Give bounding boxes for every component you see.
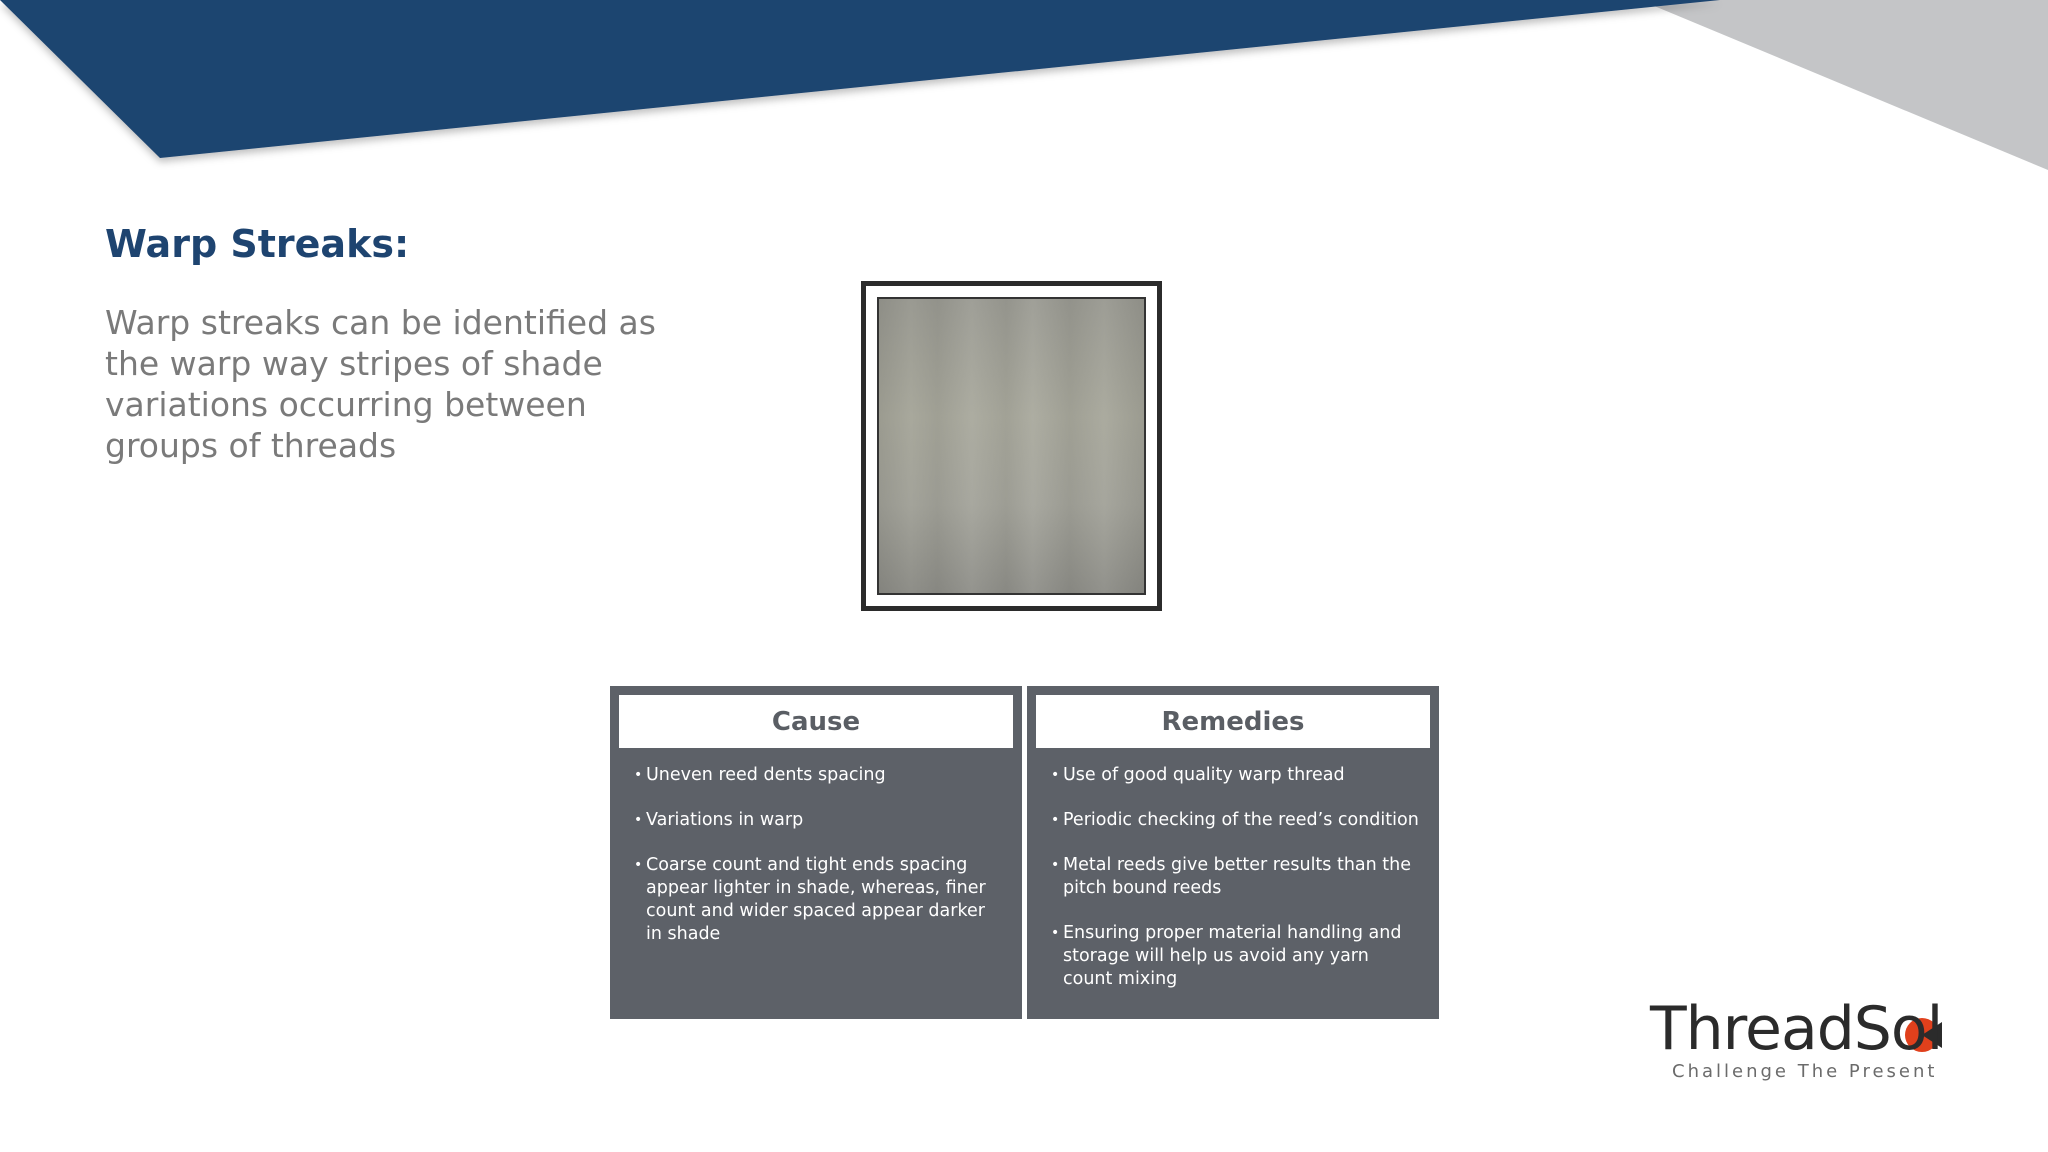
list-item: • Periodic checking of the reed’s condition — [1051, 809, 1419, 832]
header-banner — [0, 0, 2048, 180]
cause-header: Cause — [619, 695, 1013, 748]
slide-title: Warp Streaks: — [105, 222, 410, 266]
list-item: • Metal reeds give better results than the pitch bound reeds — [1051, 854, 1419, 900]
fabric-photo-frame — [861, 281, 1162, 611]
banner-gray-shape — [1640, 0, 2048, 170]
warp-streaks-fabric-image — [877, 297, 1146, 595]
list-item: • Variations in warp — [634, 809, 1002, 832]
banner-blue-shape — [0, 0, 1720, 158]
list-item: • Use of good quality warp thread — [1051, 764, 1419, 787]
slide-description: Warp streaks can be identified as the warp way stripes of shade variations occurring between groups of threads — [105, 303, 656, 465]
cause-list — [634, 764, 1002, 968]
list-item: • Uneven reed dents spacing — [634, 764, 1002, 787]
list-item: • Coarse count and tight ends spacing appear lighter in shade, whereas, finer count and wider spaced appear darker in shade — [634, 854, 1002, 946]
cause-panel — [610, 686, 1022, 1019]
remedies-list — [1051, 764, 1419, 1013]
logo-wordmark: ThreadSol — [1650, 994, 1943, 1064]
remedies-panel — [1027, 686, 1439, 1019]
remedies-header: Remedies — [1036, 695, 1430, 748]
list-item: • Ensuring proper material handling and storage will help us avoid any yarn count mixing — [1051, 922, 1419, 991]
threadsol-logo — [1650, 994, 1970, 1094]
logo-tagline: Challenge The Present — [1672, 1061, 1938, 1082]
